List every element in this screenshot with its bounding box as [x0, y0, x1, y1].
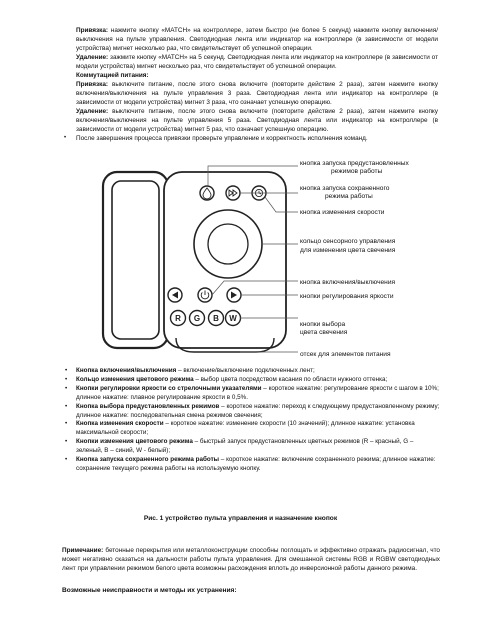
bullet-dot: • — [64, 135, 67, 141]
white-color-button[interactable] — [226, 311, 241, 326]
label-color-line1: кнопки выбора — [300, 321, 346, 328]
button-description-list — [65, 367, 440, 474]
list-item: • Кнопка выбора предустановленных режимов – короткое нажатие: переход к следующему предустановленному режиму; длинное нажатие: последовательная смена режимов свечения; — [65, 402, 440, 419]
removal-text: зажмите кнопку «MATCH» на 5 секунд. Светодиодная лента или индикатор на контроллере (в зависимости от модели устройства) мигнет несколько раз, что свидетельствует об успешной операции. — [76, 54, 438, 70]
list-item: • Кнопка включения/выключения – включение/выключение подключенных лент; — [65, 367, 315, 374]
power-pairing-paragraph: Привязка: выключите питание, после этого снова включите (повторите действие 2 раза), затем нажмите кнопку включения/выключения на пульте управления 3 раза. Светодиодная лента или индикатор на контроллере (в зависимости от модели устройства) мигнет 3 раза, что означает успешную операцию. — [76, 81, 438, 106]
label-saved-line1: кнопка запуска сохраненного — [300, 185, 390, 192]
list-item: • Кнопки изменения цветового режима – быстрый запуск предустановленных цветных режимов (R – красный, G – зеленый, B – синий, W - белый); — [65, 438, 414, 455]
power-switch-section-title: Коммутацией питания: — [76, 72, 149, 79]
brightness-up-button[interactable] — [227, 288, 241, 302]
red-button-label: R — [175, 313, 181, 323]
remote-holder — [103, 172, 168, 348]
label-brightness: кнопки регулирования яркости — [300, 293, 394, 300]
note-paragraph: Примечание: бетонные перекрытия или металлоконструкции способны поглощать и эффективно отражать радиосигнал, что может негативно сказаться на дальности работы пульта управления. Для смешанной системы RGB и RGBW светодиодных лент при управлении режимом белого цвета возможны расхождения вплоть до инверсионной работы данного режима. — [62, 547, 440, 572]
label-color-line2: цвета свечения — [300, 329, 348, 336]
after-pairing-bullet: После завершения процесса привязки проверьте управление и корректность исполнения команд. — [76, 135, 368, 142]
white-button-label: W — [229, 313, 237, 323]
power-button[interactable] — [198, 288, 212, 302]
label-power: кнопка включения/выключения — [300, 279, 396, 286]
blue-button-label: B — [213, 313, 219, 323]
list-item: • Кнопка запуска сохраненного режима работы – короткое нажатие: включение сохраненного режима; длинное нажатие: сохранение текущего режима работы на используемую кнопку. — [65, 456, 436, 472]
diagram-labels — [300, 160, 410, 358]
preset-mode-button[interactable] — [200, 186, 214, 200]
troubleshooting-heading: Возможные неисправности и методы их устранения: — [62, 587, 237, 594]
label-preset-line2: режимов работы — [331, 168, 383, 175]
label-preset-line1: кнопка запуска предустановленных — [300, 160, 409, 167]
pairing-text: нажмите кнопку «MATCH» на контроллере, затем быстро (не более 5 секунд) нажмите кнопку включения/выключения на пульте управления. Светодиодная лента или индикатор на контроллере (в зависимости от модели устройства) мигнет несколько раз, что свидетельствует об успешной операции. — [76, 27, 438, 52]
label-battery: отсек для элементов питания — [300, 351, 391, 358]
label-saved-line2: режима работы — [325, 193, 373, 200]
blue-color-button[interactable] — [209, 311, 224, 326]
pairing-label: Привязка: — [76, 27, 109, 34]
list-item: • Кнопка изменения скорости – короткое нажатие: изменение скорости (10 значений); длинное нажатие: установка максимальной скорости; — [65, 420, 415, 437]
color-touch-ring[interactable] — [194, 210, 262, 278]
figure-caption: Рис. 1 устройство пульта управления и назначение кнопок — [143, 515, 338, 522]
brightness-down-button[interactable] — [168, 288, 182, 302]
label-speed: кнопка изменения скорости — [300, 209, 385, 216]
saved-mode-button[interactable] — [226, 186, 240, 200]
list-item: • Кольцо изменения цветового режима – выбор цвета посредством касания по области нужного оттенка; — [65, 375, 388, 383]
green-color-button[interactable] — [190, 311, 205, 326]
removal-label: Удаление: — [76, 54, 109, 61]
label-ring-line2: для изменения цвета свечения — [300, 247, 396, 254]
label-ring-line1: кольцо сенсорного управления — [300, 238, 396, 245]
list-item: • Кнопки регулировки яркости со стрелочными указателями – короткое нажатие: регулирование яркости с шагом в 10%; длинное нажатие: плавное регулирование яркости в 0,5%. — [65, 384, 439, 401]
power-removal-paragraph: Удаление: выключите питание, после этого снова включите (повторите действие 2 раза), затем нажмите кнопку включения/выключения на пульте управления 5 раза. Светодиодная лента или индикатор на контроллере (в зависимости от модели устройства) мигнет 5 раз, что означает успешную операцию. — [76, 108, 438, 133]
green-button-label: G — [193, 313, 201, 323]
red-color-button[interactable] — [171, 311, 186, 326]
